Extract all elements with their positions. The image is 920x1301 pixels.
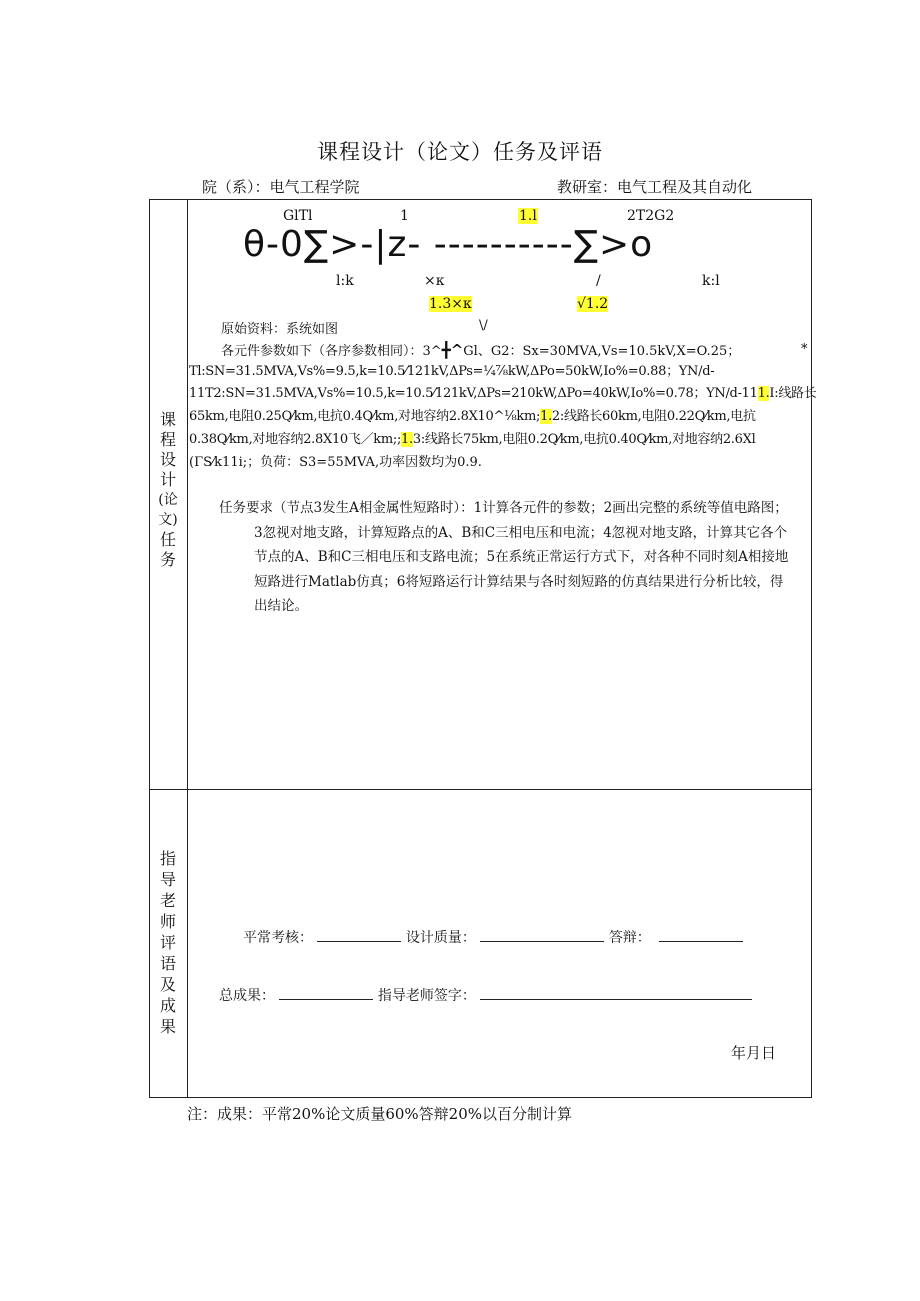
review-section-label: 指 导 老 师 评 语 及 成 果 bbox=[159, 849, 176, 1036]
table-divider-vertical bbox=[187, 199, 188, 1098]
office-label: 教研室：电气工程及其自动化 bbox=[557, 178, 753, 196]
formula-mark: \/ bbox=[479, 318, 488, 333]
quality-field[interactable] bbox=[480, 927, 604, 942]
total-score-row bbox=[219, 985, 752, 1005]
formula-label-1: 1 bbox=[400, 208, 409, 224]
task-requirements: 任务要求（节点3发生A相金属性短路时）：1计算各元件的参数；2画出完整的系统等值电路图；3忽视对地支路，计算短路点的A、B和C三相电压和电流；4忽视对地支路，计算其它各个节点的A、B和C三相电压和支路电流；5在系统正常运行方式下，对各种不同时刻A相接地短路进行Matlab仿真；6将短路运行计算结果与各时刻短路的仿真结果进行分析比较，得出结论。 bbox=[219, 500, 789, 614]
task-section-label: 课 程 设 计 (论 文) 任 务 bbox=[158, 410, 178, 569]
total-score-field[interactable] bbox=[279, 985, 373, 1000]
formula-label-1l: 1.l bbox=[519, 208, 537, 224]
signature-field[interactable] bbox=[480, 985, 752, 1000]
formula-label-xk: ×κ bbox=[424, 273, 445, 289]
formula-label-kl: k:l bbox=[702, 273, 720, 289]
source-data-line-1: 原始资料：系统如图 bbox=[221, 322, 339, 337]
table-divider-horizontal bbox=[149, 789, 812, 790]
usual-score-label: 平常考核： bbox=[243, 930, 313, 946]
signature-label: 指导老师签字： bbox=[377, 988, 476, 1004]
formula-label-2t2g2: 2T2G2 bbox=[627, 208, 675, 224]
department-label: 院（系）：电气工程学院 bbox=[202, 178, 360, 196]
usual-score-row bbox=[243, 927, 743, 947]
source-data-line-3: Tl:SN=31.5MVA,Vs%=9.5,k=10.5⁄121kV,ΔPs=¼⅞kW,ΔPo=50kW,Io%=0.88；YN/d- bbox=[189, 364, 715, 379]
total-score-label: 总成果： bbox=[219, 988, 275, 1004]
source-data-line-7: (ΓS⁄k11i;；负荷：S3=55MVA,功率因数均为0.9. bbox=[189, 455, 482, 470]
formula-label-13xk: 1.3×κ bbox=[429, 296, 472, 312]
footnote: 注：成果：平常20%论文质量60%答辩20%以百分制计算 bbox=[187, 1105, 573, 1123]
date-label: 年月日 bbox=[731, 1044, 777, 1062]
source-data-line-6: 0.38Q⁄km,对地容纳2.8X10飞／km;;1.3:线路长75km,电阻0.2Q⁄km,电抗0.40Q⁄km,对地容纳2.6Xl bbox=[189, 432, 756, 447]
formula-label-lk: l:k bbox=[336, 273, 354, 289]
source-data-line-2: 各元件参数如下（各序参数相同）：3^╋^Gl、G2：Sx=30MVA,Vs=10.5kV,X=O.25； bbox=[221, 341, 741, 359]
quality-label: 设计质量： bbox=[405, 930, 476, 946]
usual-score-field[interactable] bbox=[317, 927, 401, 942]
defense-label: 答辩： bbox=[608, 930, 651, 946]
formula-label-slash: / bbox=[596, 273, 601, 289]
source-data-line-4: 11T2:SN=31.5MVA,Vs%=10.5,k=10.5⁄121kV,ΔPs=210kW,ΔPo=40kW,Io%=0.78；YN/d-111.I:线路长 bbox=[189, 386, 817, 401]
source-data-star: * bbox=[801, 342, 808, 357]
formula-label-g1t1: GlTl bbox=[283, 208, 313, 224]
source-data-line-5: 65km,电阻0.25Q⁄km,电抗0.4Q⁄km,对地容纳2.8X10^⅛km;1.2:线路长60km,电阻0.22Q⁄km,电抗 bbox=[189, 409, 756, 424]
defense-field[interactable] bbox=[659, 927, 743, 942]
page-title: 课程设计（论文）任务及评语 bbox=[317, 140, 603, 164]
formula-label-sqrt12: √1.2 bbox=[577, 296, 609, 312]
formula-main: θ-0∑>-|z- ----------∑>o bbox=[243, 224, 654, 265]
